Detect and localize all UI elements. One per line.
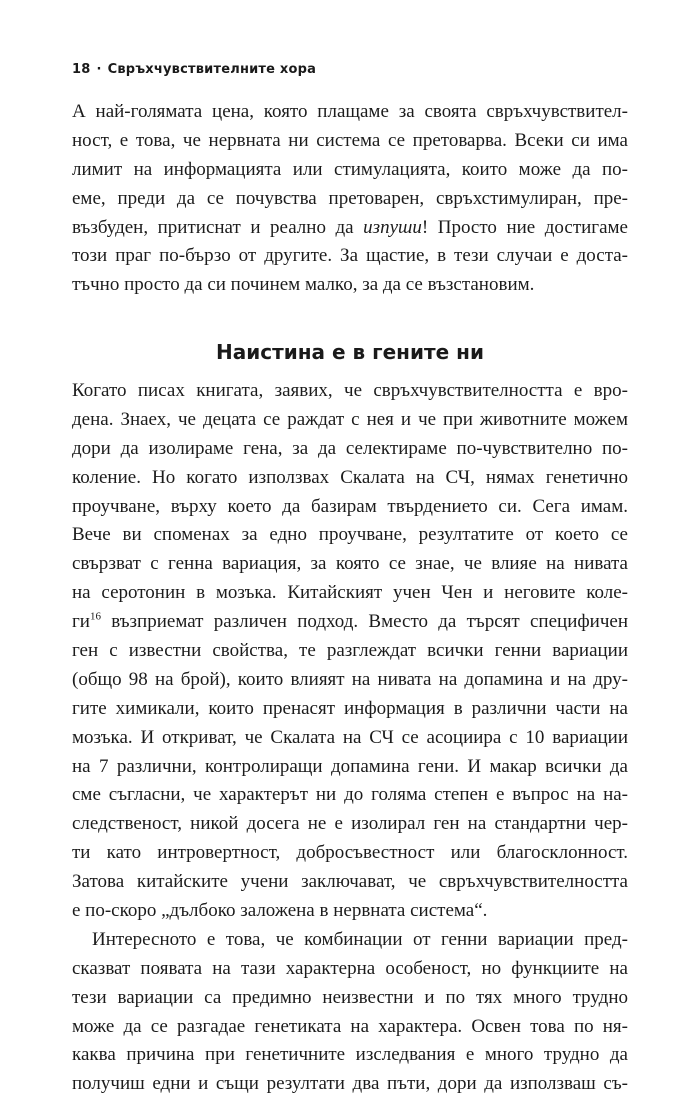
text-line: този праг по-бързо от другите. За щастие, в тези случаи е доста- xyxy=(72,245,628,267)
text-line: проучване, върху което да базирам твърдението си. Сега имам. xyxy=(72,495,628,517)
text-fragment: ! Просто ние достигаме xyxy=(421,216,628,238)
page-number: 18 xyxy=(72,62,91,77)
text-line: Затова китайските учени заключават, че свръхчувствителността xyxy=(72,871,628,893)
text-line: коление. Но когато използвах Скалата на СЧ, нямах генетично xyxy=(72,466,628,488)
text-line: гите химикали, които пренасят информация в различни части на xyxy=(72,697,628,719)
text-fragment: възбуден, притиснат и реално да xyxy=(72,216,364,238)
text-line: е по-скоро „дълбоко заложена в нервната система“. xyxy=(72,900,488,922)
text-line: сказват появата на тази характерна особеност, но функциите на xyxy=(72,957,628,979)
running-header xyxy=(72,62,316,77)
text-line: тези вариации са предимно неизвестни и по тях много трудно xyxy=(72,986,628,1008)
text-line: на 7 различни, контролиращи допамина гени. И макар всички да xyxy=(72,755,628,777)
text-fragment: ги xyxy=(72,611,90,633)
text-line xyxy=(72,214,628,243)
text-line: тъчно просто да си починем малко, за да се възстановим. xyxy=(72,274,535,296)
text-line: може да се разгадае генетиката на характера. Освен това по ня- xyxy=(72,1015,628,1037)
text-line: дори да изолираме гена, за да селектираме по-чувствително по- xyxy=(72,437,628,459)
text-line: (общо 98 на брой), които влияят на нивата на допамина и на дру- xyxy=(72,668,628,690)
text-line: свързват с генна вариация, за която се знае, че влияе на нивата xyxy=(72,553,628,575)
emphasized-word: изпуши xyxy=(363,216,422,238)
text-line xyxy=(72,608,628,637)
text-line: ген с известни свойства, те разглеждат всички генни вариации xyxy=(72,640,628,662)
body-paragraphs xyxy=(72,377,628,1099)
text-line: Когато писах книгата, заявих, че свръхчувствителността е вро- xyxy=(72,380,628,401)
text-line: сме съгласни, че характерът ни до голяма степен е въпрос на на- xyxy=(72,784,628,806)
footnote-reference: 16 xyxy=(89,610,101,623)
text-line: на серотонин в мозъка. Китайският учен Чен и неговите коле- xyxy=(72,582,628,604)
text-line: каква причина при генетичните изследвания е много трудно да xyxy=(72,1044,628,1066)
text-line: ност, е това, че нервната ни система се претоварва. Всеки си има xyxy=(72,129,628,151)
text-line: мозъка. И откриват, че Скалата на СЧ се асоциира с 10 вариации xyxy=(72,726,628,748)
text-line: ти като интровертност, добросъвестност или благосклонност. xyxy=(72,842,628,864)
text-line: лимит на информацията или стимулацията, които може да по- xyxy=(72,158,628,180)
intro-paragraph xyxy=(72,98,628,300)
text-line: следственост, никой досега не е изолирал ген на стандартни чер- xyxy=(72,813,628,835)
header-separator: · xyxy=(96,62,102,77)
text-line: получиш едни и същи резултати два пъти, дори да използваш съ- xyxy=(72,1073,628,1095)
text-line: дена. Знаех, че децата се раждат с нея и че при животните можем xyxy=(72,408,628,430)
text-fragment: възприемат различен подход. Вместо да търсят специфичен xyxy=(100,611,628,633)
text-line: А най-голямата цена, която плащаме за своята свръхчувствител- xyxy=(72,101,628,122)
text-line: Вече ви споменах за едно проучване, резултатите от което се xyxy=(72,524,628,546)
text-line: еме, преди да се почувства претоварен, свръхстимулиран, пре- xyxy=(72,187,628,209)
section-heading: Наистина е в гените ни xyxy=(216,340,484,364)
book-title: Свръхчувствителните хора xyxy=(107,62,317,77)
text-line: Интересното е това, че комбинации от генни вариации пред- xyxy=(92,928,628,950)
